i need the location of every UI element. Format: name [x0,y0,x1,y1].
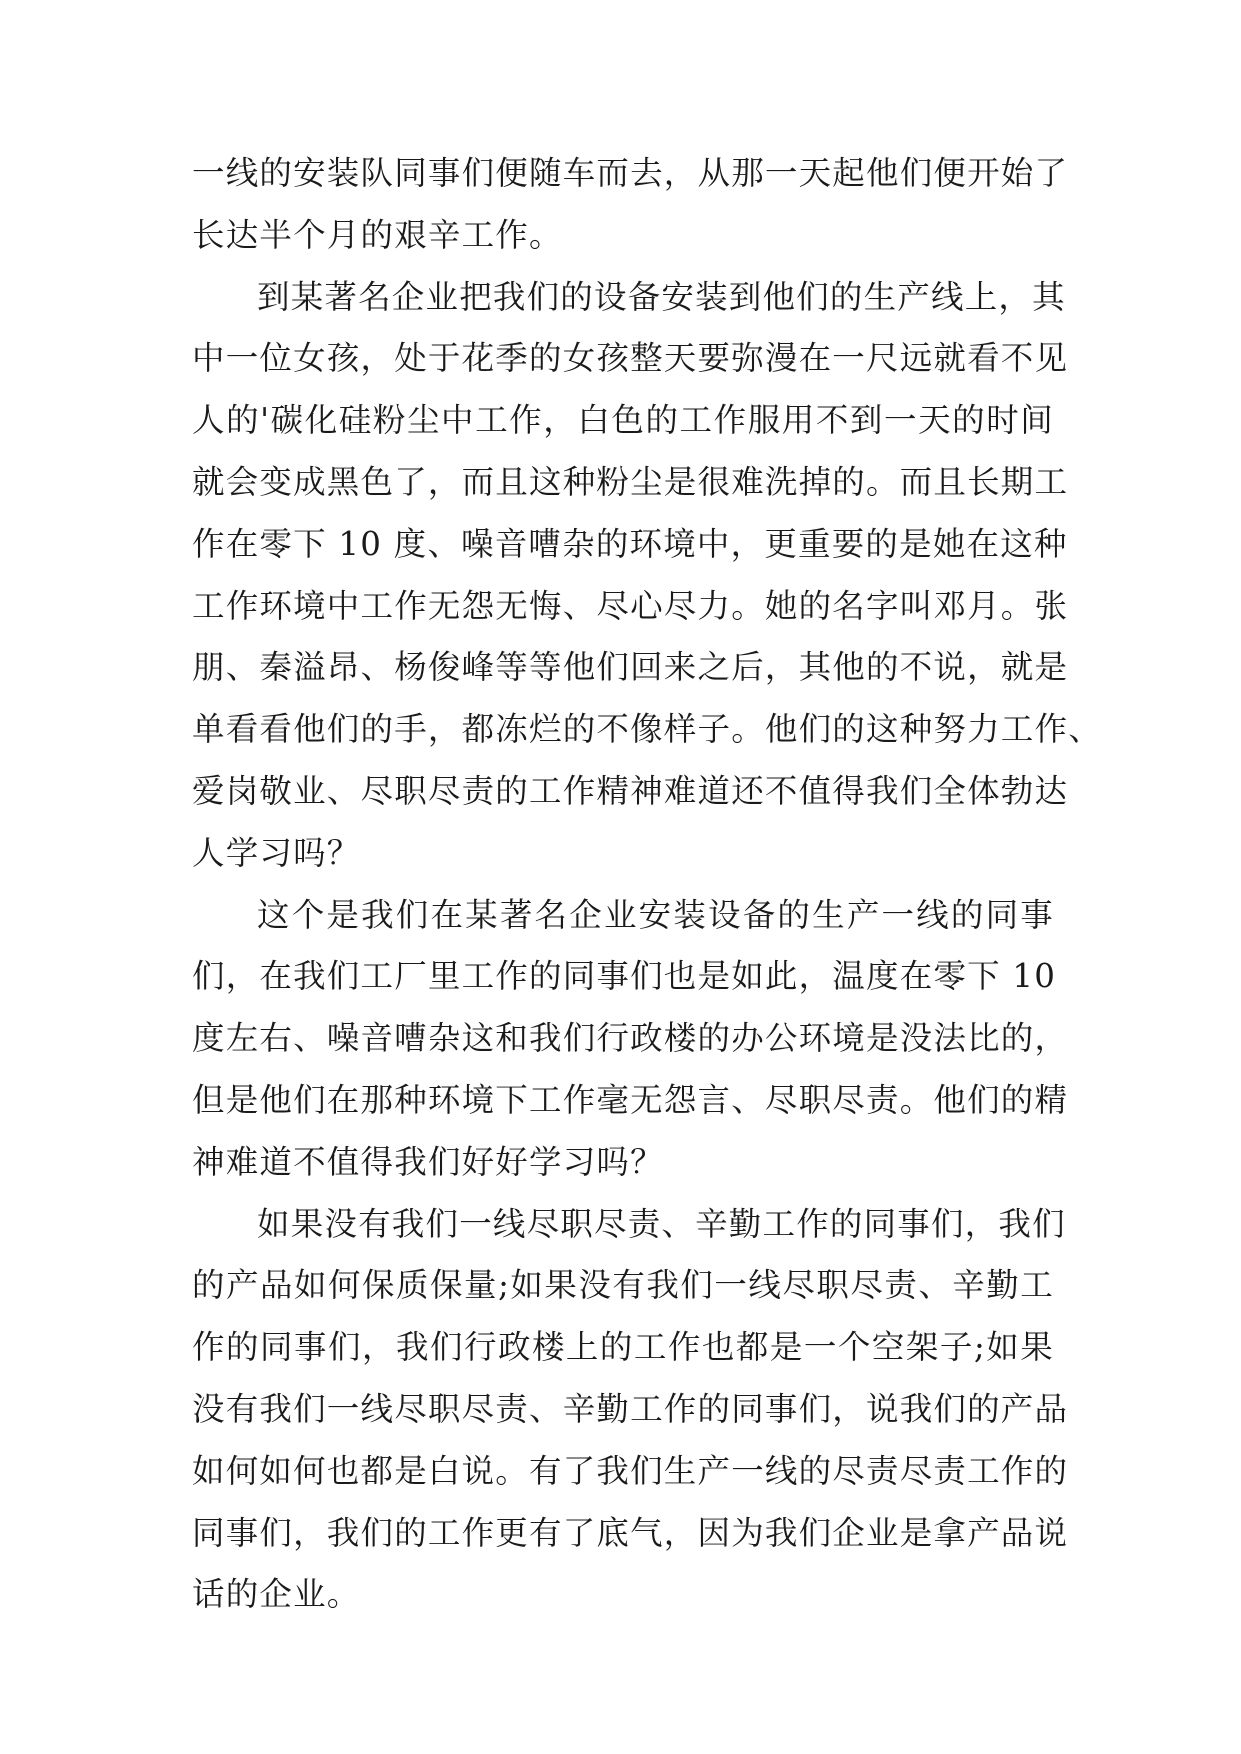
text-line: 没有我们一线尽职尽责、辛勤工作的同事们，说我们的产品 [192,1389,1069,1428]
text-line: 长达半个月的艰辛工作。 [192,215,563,254]
text-line: 爱岗敬业、尽职尽责的工作精神难道还不值得我们全体勃达 [192,771,1069,810]
text-line: 同事们，我们的工作更有了底气，因为我们企业是拿产品说 [192,1513,1069,1552]
text-line: 就会变成黑色了，而且这种粉尘是很难洗掉的。而且长期工 [192,462,1069,501]
text-line: 作的同事们，我们行政楼上的工作也都是一个空架子;如果 [192,1328,1054,1367]
document-body [192,143,1102,1626]
text-line: 朋、秦溢昂、杨俊峰等等他们回来之后，其他的不说，就是 [192,648,1069,687]
text-line: 中一位女孩，处于花季的女孩整天要弥漫在一尺远就看不见 [192,339,1069,378]
text-line: 单看看他们的手，都冻烂的不像样子。他们的这种努力工作、 [192,710,1102,749]
text-line: 人的'碳化硅粉尘中工作，白色的工作服用不到一天的时间 [192,401,1054,440]
text-line: 到某著名企业把我们的设备安装到他们的生产线上，其 [257,277,1066,316]
text-line: 们，在我们工厂里工作的同事们也是如此，温度在零下 10 [192,957,1057,996]
paragraph-1 [192,143,1069,267]
text-line: 度左右、噪音嘈杂这和我们行政楼的办公环境是没法比的， [192,1019,1069,1058]
paragraph-3 [192,885,1069,1194]
paragraph-4 [192,1194,1069,1627]
text-line: 如果没有我们一线尽职尽责、辛勤工作的同事们，我们 [257,1204,1066,1243]
text-line: 话的企业。 [192,1575,361,1614]
text-line: 如何如何也都是白说。有了我们生产一线的尽责尽责工作的 [192,1451,1069,1490]
paragraph-2 [192,267,1102,885]
text-line: 一线的安装队同事们便随车而去，从那一天起他们便开始了 [192,154,1069,192]
text-line: 神难道不值得我们好好学习吗？ [192,1142,664,1181]
text-line: 这个是我们在某著名企业安装设备的生产一线的同事 [257,895,1054,934]
text-line: 人学习吗？ [192,833,361,872]
text-line: 的产品如何保质保量;如果没有我们一线尽职尽责、辛勤工 [192,1266,1054,1305]
text-line: 工作环境中工作无怨无悔、尽心尽力。她的名字叫邓月。张 [192,586,1069,625]
text-line: 作在零下 10 度、噪音嘈杂的环境中，更重要的是她在这种 [192,524,1068,563]
text-line: 但是他们在那种环境下工作毫无怨言、尽职尽责。他们的精 [192,1080,1069,1119]
